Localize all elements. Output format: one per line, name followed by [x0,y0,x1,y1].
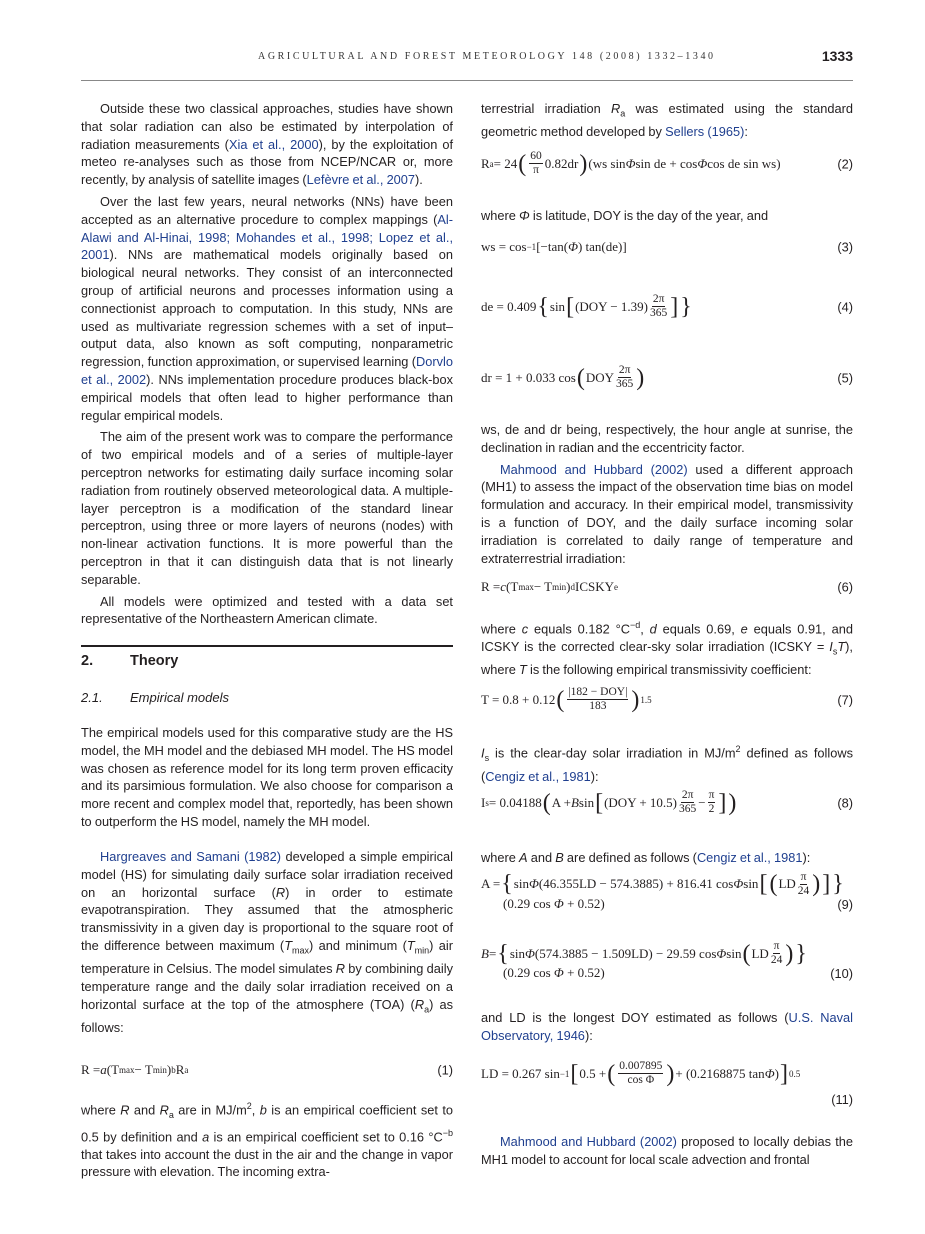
italic-symbol: R [275,884,286,900]
bracket: ( [742,940,751,967]
equation [481,293,853,320]
equation-number: (10) [830,966,853,981]
equation [481,239,853,255]
subscript: min [552,582,567,592]
citation-link[interactable]: Mahmood and Hubbard (2002) [500,461,688,477]
italic-symbol: B [555,850,564,865]
italic-symbol: T [406,937,415,953]
equation-body: A = { sin Φ (46.355LD − 574.3885) + 816.41 cos Φ sin [ ( LD $\frac{\pi}{24}$ ) ] } [481,870,844,898]
superscript: d [570,582,575,592]
italic-symbol: Φ [519,208,530,223]
italic-symbol: a [100,1062,107,1077]
italic-symbol: b [259,1102,267,1118]
italic-symbol: Φ [553,965,564,980]
equation-body: LD = 0.267 sin −1 [ 0.5 + ( $\frac{0.007895}{\text{cos Φ}}$ ) + (0.2168875 tan Φ ) ] 0.5 [481,1060,801,1087]
numerator: 60 [530,150,542,162]
equation-number: (7) [837,692,853,707]
italic-symbol: d [649,621,657,637]
section-title: Theory [130,653,179,669]
citation-link[interactable]: Cengiz et al., 1981 [696,850,803,865]
citation-link[interactable]: Lefèvre et al., 2007 [306,172,416,188]
subscript: max [119,1065,135,1075]
italic-symbol: Φ [733,876,744,892]
italic-symbol: T [519,662,527,678]
paragraph: $I_s$ is the clear-day solar irradiation in $MJ/m^2$ defined as follows (Cengiz et al., 1981): [481,744,853,784]
bracket: ] [822,871,831,898]
italic-symbol: a [202,1128,210,1144]
numerator: π [773,940,780,952]
bracket: ( [556,686,565,713]
italic-symbol: T [837,639,846,655]
italic-symbol: Φ [525,945,535,961]
superscript: b [171,1065,176,1075]
equation-number: (1) [437,1062,453,1078]
paragraph: where R and $R_a$ are in $MJ/m^2$, b is an empirical coefficient set to 0.5 by definition and a is an empirical coefficient set to 0.16 $^\circ C^{-b}$ that takes into account the dust in the air and the change in vapor pressure with elevation. The incoming extra- [81,1101,453,1180]
subscript: a [620,108,626,119]
equation-body: R a = 24 ( $\frac{60}{\pi}$ 0.82dr ) (ws sin Φ sin de + cos Φ cos de sin ws) [481,150,781,177]
italic-symbol: Φ [716,945,727,961]
italic-symbol: A [519,850,528,865]
denominator: 365 [679,803,697,816]
denominator: 183 [589,700,607,712]
italic-symbol: I [481,745,485,761]
bracket: ] [718,789,727,816]
subscript: s [485,797,489,808]
fraction [618,1060,663,1087]
italic-symbol: R [335,961,346,977]
citation-link[interactable]: U.S. Naval Observatory, 1946 [481,1010,854,1043]
subscript: min [414,945,430,956]
section-rule [81,645,453,647]
equation-number: (3) [837,239,853,255]
denominator: 24 [797,884,810,897]
bracket: ] [779,1060,788,1087]
denominator: 365 [616,378,634,390]
italic-symbol: c [500,579,507,594]
running-header: AGRICULTURAL AND FOREST METEOROLOGY 148 (2008) 1332–1340 [258,51,716,62]
subscript: a [184,1065,189,1075]
italic-symbol: B [481,945,489,961]
numerator: 0.007895 [619,1060,663,1072]
bracket: } [832,871,844,898]
subscript: max [292,945,310,956]
superscript: 2 [735,744,741,754]
fraction [771,940,783,967]
superscript: −1 [526,242,537,252]
fraction [708,789,716,816]
paragraph: and LD is the longest DOY estimated as follows (U.S. Naval Observatory, 1946): [481,1010,854,1043]
equation-body: I s = 0.04188 ( A + B sin [ (DOY + 10.5) $\frac{2\pi}{365}$ − $\frac{\pi}{2}$ ] ) [481,789,737,816]
bracket: ( [607,1060,616,1087]
fraction [650,293,667,320]
denominator: 365 [649,307,668,319]
superscript: 0.5 [788,1068,801,1079]
equation-continuation: (0.29 cos Φ + 0.52) [503,895,605,911]
superscript: 1.5 [640,694,652,705]
equation-body: dr = 1 + 0.033 cos ( DOY $\frac{2\pi}{365}$ ) [481,364,645,391]
numerator: 2π [681,789,694,802]
equation [481,871,853,912]
equation-number: (11) [831,1092,853,1107]
subscript: a [424,1004,430,1015]
equation-body: ws = cos −1 [−tan( Φ ) tan(de)] [481,239,627,254]
paragraph: Over the last few years, neural networks (NNs) have been accepted as an alternative procedure to complex mappings (Al-Alawi and Al-Hinai, 1998; Mohandes et al., 1998; Lopez et al., 2001). NNs are mathematical models originally based on biological neural networks. They consist of an interconnected group of artificial neurons and processes information using a connectionist approach to computation. In this study, NNs are used as multivariate regression schemes with a set of input–output data, also known as soft computing, nonparametric regression, function approximation, or supervised learning (Dorvlo et al., 2002). NNs implementation procedure produces black-box empirical models that often lead to higher performance than regular empirical models. [81,193,453,423]
superscript: −1 [559,1068,570,1079]
italic-symbol: Φ [625,155,636,171]
fraction [567,686,628,713]
superscript: e [614,582,618,592]
section-heading [81,652,453,670]
superscript: −d [629,620,641,630]
equation [481,1060,853,1107]
bracket: } [795,940,807,967]
denominator: cos Φ [627,1074,655,1086]
superscript: −b [442,1127,453,1138]
numerator: π [708,789,715,802]
paragraph: where Φ is latitude, DOY is the day of the year, and [481,208,769,223]
equation-number: (6) [837,579,853,595]
bracket: ) [666,1060,675,1087]
subscript: a [168,1109,174,1120]
citation-link[interactable]: Hargreaves and Samani (1982) [100,849,282,864]
equation-number: (9) [837,896,853,912]
equation [481,940,853,981]
bracket: [ [759,871,768,898]
bracket: { [537,293,549,320]
subsection-heading [81,689,453,707]
subsection-number: 2.1. [81,690,103,705]
paragraph: The aim of the present work was to compare the performance of two empirical models and of a series of multiple-layer perceptron networks for estimating daily surface incoming solar radiation from routinely observed meteorological data. A multiple-layer perceptron is a modification of the standard linear perceptron, using three or more layers of neurons (nodes) with non-linear activation functions. It is more powerful than the perceptron in that it can distinguish data that is not linearly separable. [81,429,453,587]
italic-symbol: c [521,621,529,637]
subscript: s [484,752,490,763]
equation-body: B = { sin Φ (574.3885 − 1.509LD) − 29.59 cos Φ sin ( LD $\frac{\pi}{24}$ ) } [481,940,807,967]
equation-number: (2) [837,156,853,171]
bracket: { [497,940,509,967]
page-number: 1333 [821,48,853,64]
bracket: } [680,293,692,320]
bracket: [ [566,293,575,320]
italic-symbol: Φ [697,155,708,171]
equation-body: de = 0.409 { sin [ (DOY − 1.39) $\frac{2\pi}{365}$ ] } [481,293,692,320]
paragraph: Mahmood and Hubbard (2002) proposed to locally debias the MH1 model to account for local scale advection and frontal [481,1134,853,1167]
italic-symbol: R [159,1102,169,1118]
bracket: ( [542,789,551,816]
section-number: 2. [81,653,94,669]
equation-number: (4) [837,299,853,314]
italic-symbol: Φ [764,1065,775,1081]
numerator: π [800,870,807,883]
fraction [679,789,696,816]
bracket: ) [631,686,640,713]
equation [481,789,853,816]
bracket: ( [518,150,527,177]
italic-symbol: Φ [528,876,539,892]
bracket: ) [636,364,645,391]
subscript: max [518,582,534,592]
equation-number: (8) [837,795,853,811]
equation-continuation: (0.29 cos Φ + 0.52) [503,965,605,980]
paragraph: terrestrial irradiation $R_a$ was estimated using the standard geometric method developed by Sellers (1965): [481,101,853,140]
citation-link[interactable]: Mahmood and Hubbard (2002) [500,1134,677,1149]
numerator: |182 − DOY| [568,686,628,698]
paragraph: Outside these two classical approaches, studies have shown that solar radiation can also be estimated by interpolation of radiation measurements (Xia et al., 2000), by the exploitation of meteo re-analyses such as those from NCEP/NCAR or, more recently, by analysis of satellite images (Lefèvre et al., 2007). [81,101,454,188]
header-rule [81,80,853,81]
citation-link[interactable]: Dorvlo et al., 2002 [81,354,453,387]
equation-body: R = c (T max − T min ) d ICSKY e [481,579,618,594]
paragraph: where c equals 0.182 $^\circ C^{-d}$, d equals 0.69, e equals 0.91, and ICSKY is the corrected clear-sky solar irradiation (ICSKY = $I_sT$), where T is the following empirical transmissivity coefficient: [481,620,853,678]
italic-symbol: R [120,1102,130,1118]
bracket: [ [570,1060,579,1087]
denominator: π [533,164,539,176]
italic-symbol: B [570,794,579,810]
citation-link[interactable]: Al-Alawi and Al-Hinai, 1998; Mohandes et al., 1998; Lopez et al., 2001 [81,211,453,263]
italic-symbol: R [414,996,425,1012]
equation [481,579,853,595]
italic-symbol: Φ [568,239,578,254]
equation [481,150,853,177]
citation-link[interactable]: Sellers (1965) [665,124,745,140]
bracket: ) [812,871,821,898]
subscript: s [832,646,838,657]
paragraph: Mahmood and Hubbard (2002) used a different approach (MH1) to assess the impact of the observation time bias on model formulation and accuracy. In their empirical model, transmissivity is a function of DOY, and the daily surface incoming solar irradiation is correlated to daily range of temperature and extraterrestrial irradiation: [481,461,853,566]
numerator: 2π [618,364,631,376]
italic-symbol: e [740,621,748,637]
paragraph: Hargreaves and Samani (1982) developed a simple empirical model (HS) for simulating daily surface solar irradiation received on an horizontal surface (R) in order to estimate evapotranspiration. They assumed that the atmospheric transmissivity in a given day is proportional to the square root of the difference between maximum $(T_{max})$ and minimum $(T_{min})$ air temperature in Celsius. The model simulates R by combining daily temperature range and the daily solar irradiation received on a horizontal surface at the top of the atmosphere (TOA) $(R_a)$ as follows: [81,849,454,1036]
subscript: a [489,158,494,169]
numerator: 2π [652,293,665,305]
denominator: 24 [770,954,783,966]
bracket: ) [785,940,794,967]
equation-body: T = 0.8 + 0.12 ( |182 − DOY| 183 ) 1.5 [481,686,652,713]
equation-number: (5) [837,370,853,385]
citation-link[interactable]: Xia et al., 2000 [228,136,319,152]
equation [481,364,853,391]
italic-symbol: T [284,937,293,953]
subsection-title: Empirical models [130,690,229,705]
italic-symbol: Φ [553,895,564,911]
fraction [798,871,810,898]
equation [81,1062,453,1078]
bracket: { [501,871,513,898]
equation-body: R = a (T max − T min ) b R a [81,1062,189,1077]
fraction [529,150,543,177]
bracket: ) [728,789,737,816]
subscript: min [152,1065,167,1075]
citation-link[interactable]: Cengiz et al., 1981 [485,768,591,784]
paragraph: The empirical models used for this comparative study are the HS model, the MH model and the debiased MH model. The HS model was chosen as reference model for its long term proven efficacity and its parsimious formulation. We also choose for comparison a more recent and complex model that, reportedly, has been shown to outperform the HS model, namely the MH model. [81,725,453,829]
bracket: ( [576,364,585,391]
denominator: 2 [708,803,715,816]
fraction [616,364,633,391]
paragraph: All models were optimized and tested with a data set representative of the Northeastern American climate. [81,593,453,627]
italic-symbol: I [829,639,833,655]
bracket: ) [579,150,588,177]
bracket: ] [670,293,679,320]
bracket: [ [595,789,604,816]
superscript: 2 [246,1101,252,1111]
paragraph: ws, de and dr being, respectively, the hour angle at sunrise, the declination in radian and the eccentricity factor. [481,422,853,455]
paragraph: where A and B are defined as follows (Cengiz et al., 1981): [481,850,811,865]
equation [481,686,853,713]
bracket: ( [769,871,778,898]
italic-symbol: R [611,101,621,116]
